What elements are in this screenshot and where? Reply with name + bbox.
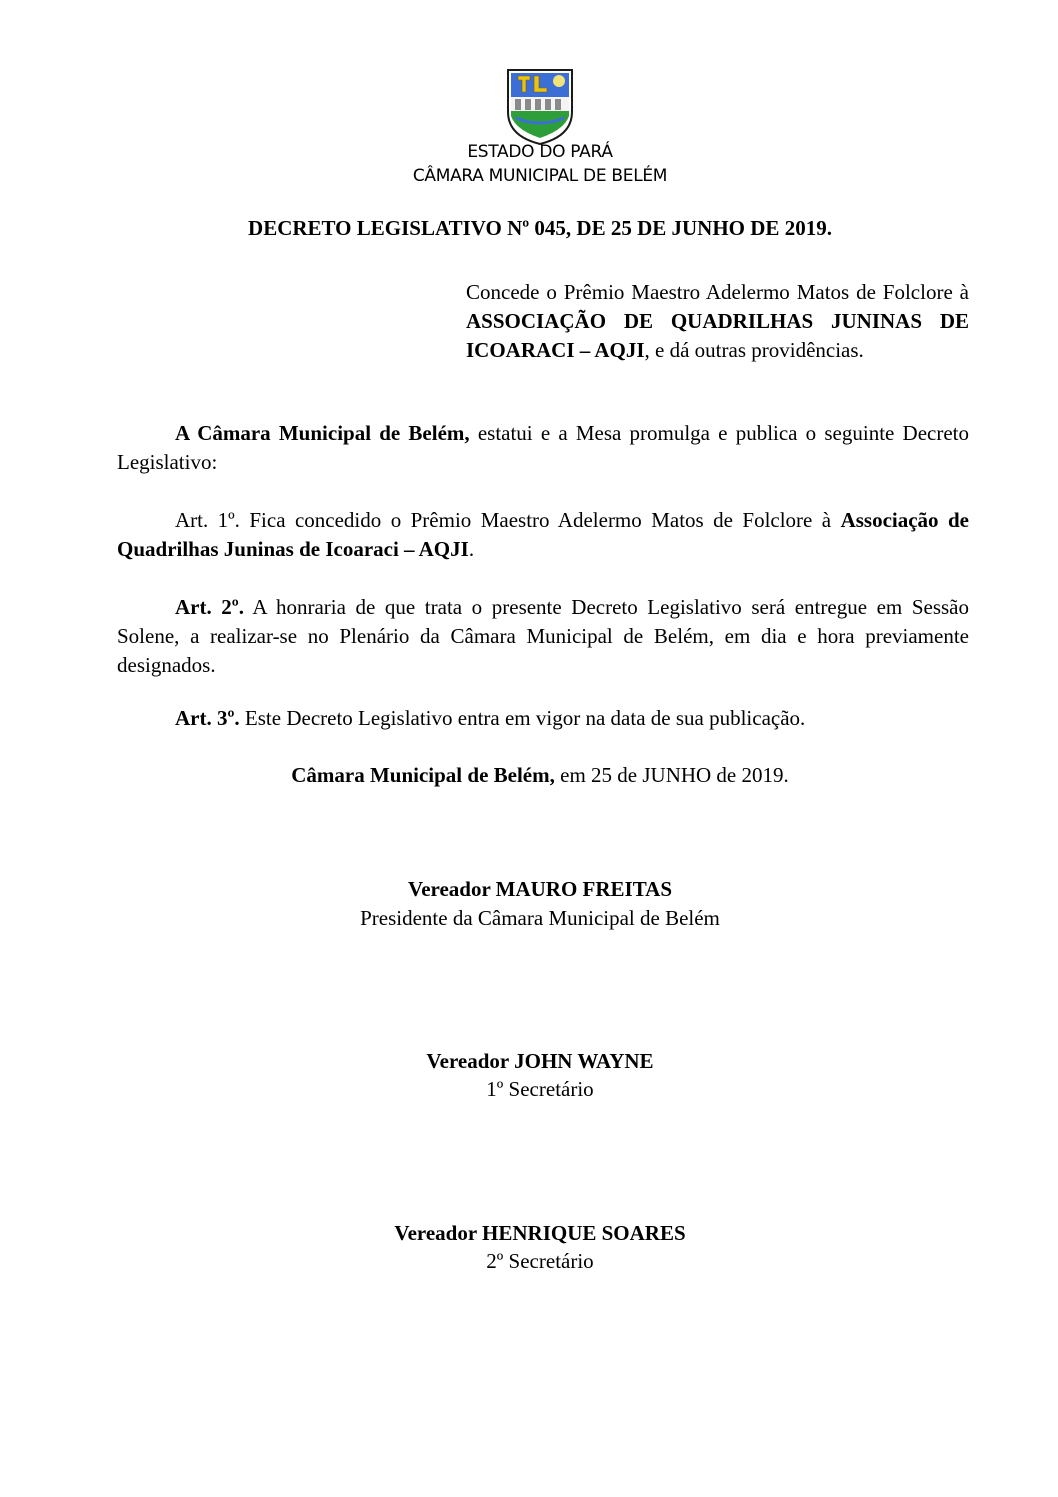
preamble-authority: A Câmara Municipal de Belém, (175, 421, 470, 445)
article-3-text: Este Decreto Legislativo entra em vigor na data de sua publicação. (244, 706, 806, 730)
preamble-text: estatui e a Mesa promulga e publica o seguinte Decreto Legislativo: (117, 421, 969, 474)
article-3 (117, 704, 969, 733)
state-heading: ESTADO DO PARÁ (467, 142, 613, 162)
chamber-heading: CÂMARA MUNICIPAL DE BELÉM (412, 166, 668, 186)
signatory-role: Presidente da Câmara Municipal de Belém (360, 906, 720, 930)
signatory-name: Vereador MAURO FREITAS (407, 877, 673, 901)
article-1 (117, 506, 969, 564)
article-2-label: Art. 2º. (175, 595, 244, 619)
article-1-honoree: Associação de Quadrilhas Juninas de Icoaraci – AQJI (117, 508, 969, 561)
closing-place: Câmara Municipal de Belém, (291, 763, 555, 787)
article-2-text: A honraria de que trata o presente Decreto Legislativo será entregue em Sessão Solene, a realizar-se no Plenário da Câmara Municipal de Belém, em dia e hora previamente designados. (117, 595, 969, 677)
article-1-label: Art. 1º. (175, 508, 240, 532)
closing-date: em 25 de JUNHO de 2019. (560, 763, 789, 787)
article-3-label: Art. 3º. (175, 706, 240, 730)
signatory-name: Vereador JOHN WAYNE (426, 1049, 654, 1073)
closing-line (0, 763, 1058, 788)
signatory-role: 2º Secretário (486, 1249, 594, 1273)
signatory-name: Vereador HENRIQUE SOARES (394, 1221, 686, 1245)
article-1-end: . (468, 537, 475, 561)
summary-tail: , e dá outras providências. (644, 338, 864, 362)
decree-title: DECRETO LEGISLATIVO Nº 045, DE 25 DE JUNHO DE 2019. (248, 216, 832, 240)
article-2 (117, 593, 969, 680)
signatory-role: 1º Secretário (486, 1077, 594, 1101)
decree-summary (466, 278, 969, 365)
preamble-paragraph (117, 419, 969, 477)
article-1-text: Fica concedido o Prêmio Maestro Adelermo Matos de Folclore à (249, 508, 832, 532)
summary-text: Concede o Prêmio Maestro Adelermo Matos de Folclore à (466, 280, 969, 304)
summary-honoree: ASSOCIAÇÃO DE QUADRILHAS JUNINAS DE ICOARACI – AQJI (466, 309, 969, 362)
coat-of-arms-icon (504, 66, 576, 146)
